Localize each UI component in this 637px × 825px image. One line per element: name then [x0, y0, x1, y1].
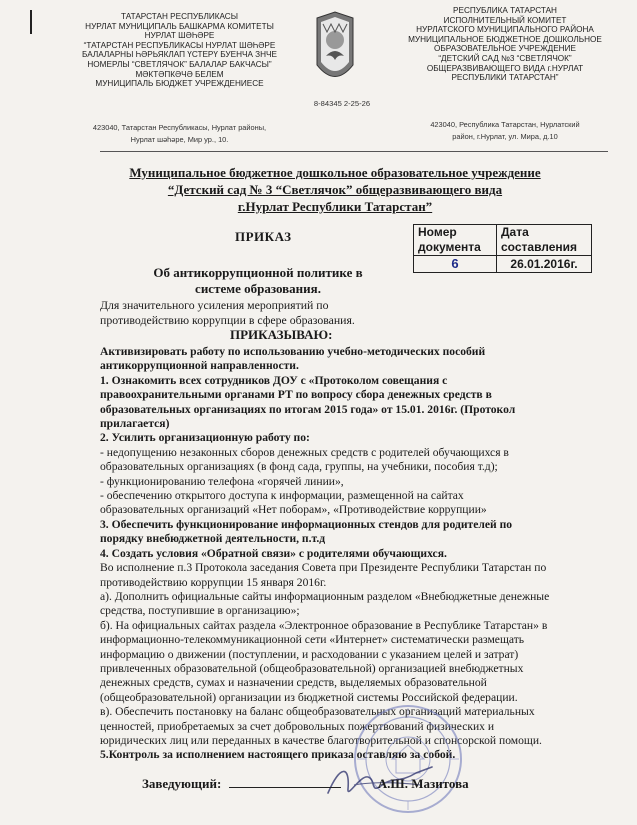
header-right-address-line: 423040, Республика Татарстан, Нурлатский	[430, 120, 580, 129]
doc-date-header: Дата составления	[497, 225, 592, 256]
order-body-line: Во исполнение п.3 Протокола заседания Совета при Президенте Республики Татарстан по	[100, 561, 547, 575]
doc-date-value: 26.01.2016г.	[497, 256, 592, 273]
phone-number: 8-84345 2-25-26	[313, 99, 371, 108]
order-body-line: привлеченных образовательной (общеобразовательной) организацией внебюджетных	[100, 661, 524, 675]
header-left-address-line: 423040, Татарстан Республикасы, Нурлат районы,	[92, 123, 267, 132]
order-body-line: антикоррупционной направленности.	[100, 359, 299, 373]
header-right-russian	[388, 6, 622, 83]
order-body-line: б). На официальных сайтах раздела «Электронное образование в Республике Татарстан» в	[100, 618, 548, 632]
institution-name-line: Муниципальное бюджетное дошкольное образовательное учреждение	[129, 165, 541, 180]
order-body-line: образовательных организациях (в фонд сада, группы, на учебники, пособия т.д);	[100, 460, 498, 474]
order-body-line: 5.Контроль за исполнением настоящего приказа оставляю за собой.	[100, 748, 456, 762]
order-body-line: противодействию коррупции 15 января 2016г.	[100, 575, 327, 589]
order-body-line: средства, поступившие в организацию»;	[100, 604, 300, 618]
header-right-line: ОБРАЗОВАТЕЛЬНОЕ УЧРЕЖДЕНИЕ	[434, 44, 576, 54]
doc-number-header: Номер документа	[414, 225, 497, 256]
order-body-line: а). Дополнить официальные сайты информационным разделом «Внебюджетные денежные	[100, 589, 550, 603]
order-body-line: - обеспечению открытого доступа к информации, размещенной на сайтах	[100, 489, 464, 503]
header-right-line: НУРЛАТСКОГО МУНИЦИПАЛЬНОГО РАЙОНА	[416, 25, 594, 35]
header-left-tatar	[62, 12, 297, 89]
order-body-line: информацию о движении (поступлении, и расходовании с указанием целей и затрат)	[100, 647, 519, 661]
header-right-address	[388, 119, 622, 143]
tatarstan-emblem-icon	[313, 10, 357, 92]
binding-mark	[30, 10, 32, 34]
header-left-line: “ТАТАРСТАН РЕСПУБЛИКАСЫ НУРЛАТ ШӘҺӘРЕ	[83, 40, 276, 50]
doc-number-value: 6	[414, 256, 497, 273]
order-keyword: ПРИКАЗЫВАЮ:	[230, 327, 333, 342]
document-info-table	[413, 224, 592, 273]
order-body-line: 1. Ознакомить всех сотрудников ДОУ с «Протоколом совещания с	[100, 373, 448, 387]
header-right-line: РЕСПУБЛИКИ ТАТАРСТАН”	[451, 73, 559, 83]
order-body-line: 2. Усилить организационную работу по:	[100, 431, 310, 445]
header-right-line: ИСПОЛНИТЕЛЬНЫЙ КОМИТЕТ	[443, 15, 567, 25]
order-body-line: - функционированию телефона «горячей линии»,	[100, 474, 344, 488]
order-subject: Об антикоррупционной политике в системе образования.	[153, 265, 363, 296]
header-left-line: БАЛАЛАРНЫ ҺӘРЬЯКЛАП ҮСТЕРҮ БУЕНЧА ЗНЧЕ	[82, 50, 277, 60]
header-left-address-line: Нурлат шәһәре, Мир ур., 10.	[130, 135, 229, 144]
order-body-line: образовательных организациях по итогам 2015 года» от 15.01. 2016г. (Протокол	[100, 402, 516, 416]
signatory-name: А.Ш. Мазитова	[377, 776, 469, 791]
header-left-line: МӘКТӘПКӘЧӘ БЕЛЕМ	[135, 69, 224, 79]
order-preamble: Для значительного усиления мероприятий по противодействию коррупции в сфере образования.	[100, 298, 355, 327]
header-right-line: “ДЕТСКИЙ САД №3 “СВЕТЛЯЧОК”	[438, 53, 572, 63]
institution-name-line: г.Нурлат Республики Татарстан”	[237, 199, 433, 214]
order-body-line: ценностей, приобретаемых за счет добровольных пожертвований физических и	[100, 719, 495, 733]
order-body-line: (общеобразовательной) организации из бюджетной системы Российской федерации.	[100, 690, 518, 704]
header-right-line: ОБЩЕРАЗВИВАЮЩЕГО ВИДА г.НУРЛАТ	[426, 63, 584, 73]
order-body-line: - недопущению незаконных сборов денежных средств с родителей обучающихся в	[100, 445, 509, 459]
order-body-line: правоохранительными органами РТ по вопросу сбора денежных средств в	[100, 388, 492, 402]
order-body-line: порядку внебюджетной деятельности, п.т.д	[100, 532, 326, 546]
order-body-line: прилагается)	[100, 417, 170, 431]
order-body-line: в). Обеспечить постановку на баланс общеобразовательных организаций материальных	[100, 705, 535, 719]
order-body-line: образовательных организаций «Нет поборам», «Противодействие коррупции»	[100, 503, 487, 517]
signature-line	[229, 775, 341, 788]
header-left-line: МУНИЦИПАЛЬ БЮДЖЕТ УЧРЕЖДЕНИЕСЕ	[95, 79, 264, 89]
signature-row	[142, 775, 469, 792]
order-body-line: юридических лиц или переданных в качестве благотворительной и спонсорской помощи.	[100, 733, 542, 747]
header-left-address	[62, 122, 297, 146]
header-left-line: НУРЛАТ МУНИЦИПАЛЬ БАШКАРМА КОМИТЕТЫ	[85, 21, 274, 31]
order-body-line: 3. Обеспечить функционирование информационных стендов для родителей по	[100, 517, 513, 531]
header-left-line: ТАТАРСТАН РЕСПУБЛИКАСЫ	[121, 12, 238, 21]
header-right-address-line: район, г.Нурлат, ул. Мира, д.10	[452, 132, 558, 141]
header-left-line: НОМЕРЛЫ “СВЕТЛЯЧОК” БАЛАЛАР БАКЧАСЫ”	[87, 59, 272, 69]
order-body-line: денежных средств, сумах и назначении средств, выделяемых образовательной	[100, 676, 487, 690]
order-body	[100, 345, 620, 763]
institution-name-line: “Детский сад № 3 “Светлячок” общеразвивающего вида	[167, 182, 503, 197]
institution-name	[80, 164, 590, 215]
order-body-line: Активизировать работу по использованию учебно-методических пособий	[100, 345, 486, 358]
document-title: ПРИКАЗ	[235, 229, 292, 244]
signatory-role: Заведующий:	[142, 776, 222, 791]
header-right-line: МУНИЦИПАЛЬНОЕ БЮДЖЕТНОЕ ДОШКОЛЬНОЕ	[408, 34, 602, 44]
header-divider	[100, 151, 608, 152]
header-left-line: НУРЛАТ ШӘҺӘРЕ	[144, 31, 215, 41]
header-right-line: РЕСПУБЛИКА ТАТАРСТАН	[453, 6, 557, 15]
order-body-line: 4. Создать условия «Обратной связи» с родителями обучающихся.	[100, 546, 447, 560]
order-body-line: информационно-телекоммуникационной сети «Интернет» систематически размещать	[100, 633, 525, 647]
